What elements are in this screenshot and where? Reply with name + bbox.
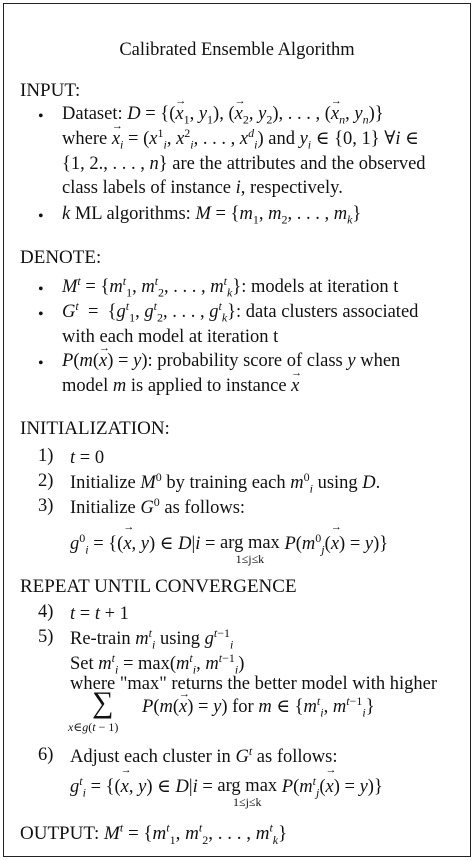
denote-models-line: $M^t = \{m^t_1$, $m^t_2$, . . . , $m^t_k$}: models at iteration t: [62, 273, 399, 300]
dataset-line-4: class labels of instance i, respectively.: [62, 178, 343, 198]
algorithm-title: Calibrated Ensemble Algorithm: [119, 40, 355, 60]
denote-clusters-line-2: with each model at iteration t: [62, 327, 279, 347]
equation-update-cluster: $g^t_i$ = {(→ x, y) ∈ D|i = arg max 1≤j≤k $P(m^t_j(\to x) = y)$}: [70, 776, 383, 808]
step-number: 6): [38, 745, 54, 765]
sum-symbol: ∑: [92, 686, 114, 719]
step-5-text: Re-train $m^t_i$ using $g^{t-1}_i$: [70, 625, 234, 652]
step-4-text: t = t + 1: [70, 604, 129, 624]
denote-prob-line-2: model m is applied to instance → x: [62, 374, 299, 398]
section-repeat: REPEAT UNTIL CONVERGENCE: [20, 576, 297, 597]
step-5-sum: P(m(→ x) = y) for m ∈ {$m^t_i$, $m^{t-1}_i$}: [142, 695, 375, 719]
bullet-icon: •: [38, 108, 44, 125]
denote-prob-line: P(m(→ x) = y): probability score of class y when: [62, 349, 400, 373]
bullet-icon: •: [38, 306, 44, 323]
section-input: INPUT:: [20, 80, 81, 101]
section-denote: DENOTE:: [20, 247, 102, 268]
step-1-text: t = 0: [70, 448, 105, 468]
step-number: 3): [38, 496, 54, 516]
step-6-text: Adjust each cluster in $G^t$ as follows:: [70, 743, 338, 767]
denote-clusters-line: $G^t = \{g^t_1$, $g^t_2$, . . . , $g^t_k$}: data clusters associated: [62, 298, 419, 325]
dataset-line-1: Dataset: D = {(→ $x_1$, $y_1$), (→ $x_2$, $y_2$), . . . , (→ $x_n$, $y_n$)}: [62, 102, 384, 126]
equation-init-cluster: $g^0_i$ = {(→ x, y) ∈ D|i = arg max 1≤j≤k $P(m^0_j(\to x) = y)$}: [70, 533, 388, 565]
step-number: 5): [38, 627, 54, 647]
bullet-icon: •: [38, 208, 44, 225]
step-2-text: Initialize $M^0$ by training each $m^0_i$ using D.: [70, 469, 381, 496]
section-initialization: INITIALIZATION:: [20, 418, 170, 439]
step-5-set: Set $m^t_i = \max(m^t_i$, $m^{t-1}_i$): [70, 650, 245, 677]
output-line: OUTPUT: $M^t = \{m^t_1$, $m^t_2$, . . . , $m^t_k$}: [20, 820, 288, 847]
sum-subscript: x∈g(t − 1): [68, 720, 119, 734]
step-number: 4): [38, 602, 54, 622]
dataset-line-2: where → $x_i = (x^1_i$, $x^2_i$, . . . , $x^d_i$) and $y_i$ ∈ {0, 1} ∀i ∈: [62, 127, 419, 151]
dataset-line-3: {1, 2., . . . , n} are the attributes and the observed: [62, 154, 426, 174]
step-3-text: Initialize $G^0$ as follows:: [70, 494, 246, 518]
bullet-icon: •: [38, 281, 44, 298]
bullet-icon: •: [38, 355, 44, 372]
algorithms-line: k ML algorithms: $M = \{m_1$, $m_2$, . . . , $m_k$}: [62, 204, 362, 227]
step-5-where: where "max" returns the better model with higher: [70, 674, 438, 694]
section-output: OUTPUT:: [20, 823, 100, 844]
algorithm-box: [3, 3, 471, 857]
step-number: 1): [38, 446, 54, 466]
step-number: 2): [38, 471, 54, 491]
